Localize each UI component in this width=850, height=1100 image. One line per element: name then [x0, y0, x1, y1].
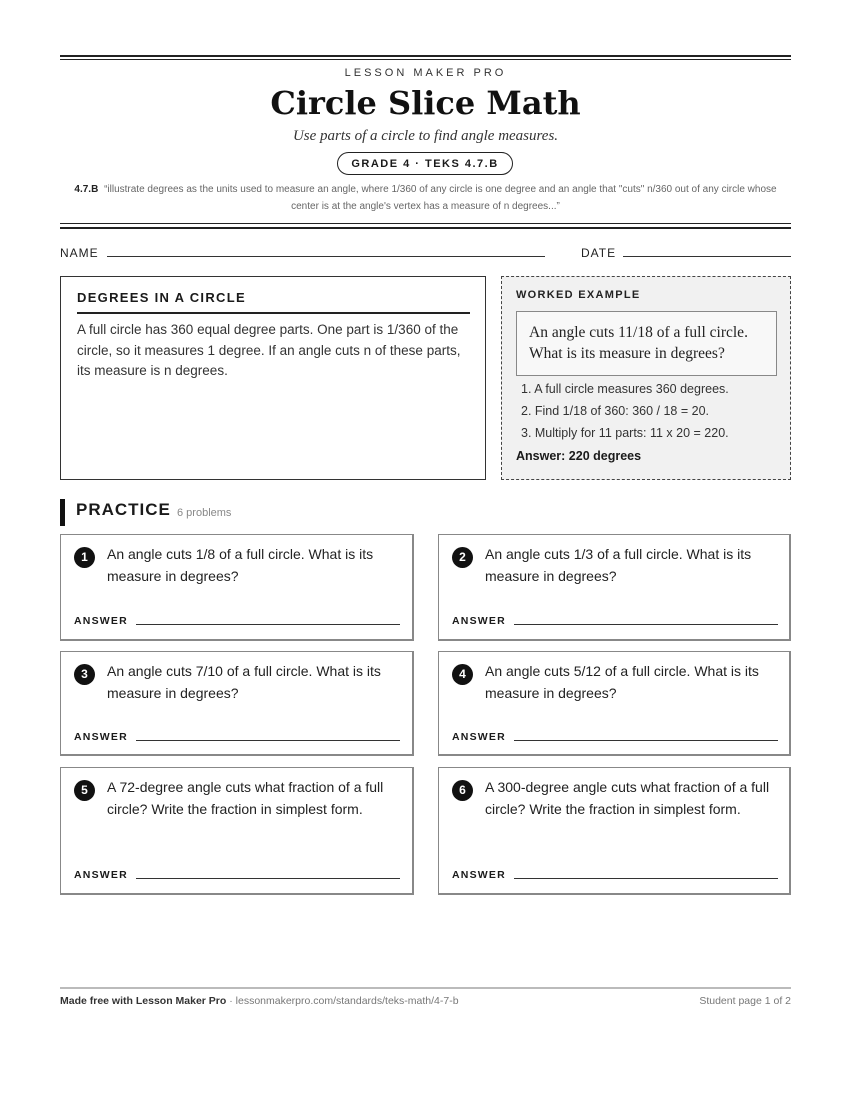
- footer-rule: [60, 987, 791, 989]
- standard-text: “illustrate degrees as the units used to measure an angle, where 1/360 of any circle is one degree and an angle that "cuts" n/360 out of any circle whose center is at the angle's vertex has a measure of n degrees...”: [104, 184, 777, 212]
- worked-example-question: An angle cuts 11/18 of a full circle. What is its measure in degrees?: [516, 311, 777, 376]
- top-rule: [60, 55, 791, 57]
- name-label: NAME: [60, 246, 99, 260]
- problem-number: 6: [452, 780, 473, 801]
- answer-label: ANSWER: [452, 615, 506, 627]
- answer-field[interactable]: [514, 878, 778, 879]
- answer-label: ANSWER: [452, 869, 506, 881]
- problem-card-4: [438, 651, 791, 756]
- problem-number: 5: [74, 780, 95, 801]
- grade-badge: GRADE 4 · TEKS 4.7.B: [337, 152, 513, 175]
- problem-number: 4: [452, 664, 473, 685]
- answer-label: ANSWER: [74, 869, 128, 881]
- problem-number: 2: [452, 547, 473, 568]
- practice-accent-bar: [60, 499, 65, 526]
- problem-question: An angle cuts 1/8 of a full circle. What is its measure in degrees?: [107, 546, 374, 584]
- worked-example-answer: Answer: 220 degrees: [516, 449, 642, 463]
- problem-card-3: [60, 651, 414, 756]
- worked-example-step: 1. A full circle measures 360 degrees.: [521, 382, 729, 396]
- problem-number: 3: [74, 664, 95, 685]
- answer-label: ANSWER: [74, 615, 128, 627]
- worked-example-steps: [516, 378, 729, 444]
- date-label: DATE: [581, 246, 617, 260]
- answer-label: ANSWER: [74, 731, 128, 743]
- practice-count: 6 problems: [177, 507, 232, 519]
- problem-question: An angle cuts 5/12 of a full circle. What is its measure in degrees?: [485, 663, 759, 701]
- answer-field[interactable]: [514, 740, 778, 741]
- top-rule-thin: [60, 59, 791, 60]
- header-bottom-rule: [60, 227, 791, 229]
- worked-example-step: 3. Multiply for 11 parts: 11 x 20 = 220.: [521, 426, 729, 440]
- answer-field[interactable]: [136, 624, 400, 625]
- page-subtitle: Use parts of a circle to find angle measures.: [292, 128, 559, 144]
- problem-question: A 72-degree angle cuts what fraction of a full circle? Write the fraction in simplest form.: [107, 779, 384, 817]
- problem-number: 1: [74, 547, 95, 568]
- footer-made-with: Made free with Lesson Maker Pro: [60, 995, 227, 1007]
- practice-title: PRACTICE: [76, 500, 171, 519]
- worked-example-title: WORKED EXAMPLE: [516, 289, 641, 301]
- worked-example-box: [501, 276, 791, 480]
- worked-example-step: 2. Find 1/18 of 360: 360 / 18 = 20.: [521, 404, 709, 418]
- header-bottom-rule-thin: [60, 223, 791, 224]
- answer-label: ANSWER: [452, 731, 506, 743]
- problem-card-1: [60, 534, 414, 641]
- concept-title: DEGREES IN A CIRCLE: [77, 290, 246, 305]
- footer-page-number: Student page 1 of 2: [699, 995, 791, 1007]
- footer-credit: [60, 995, 459, 1007]
- date-field[interactable]: [623, 256, 791, 257]
- concept-box: [60, 276, 486, 480]
- problem-question: An angle cuts 7/10 of a full circle. What is its measure in degrees?: [107, 663, 381, 701]
- concept-title-rule: [77, 312, 470, 314]
- problem-card-5: [60, 767, 414, 895]
- footer-url[interactable]: · lessonmakerpro.com/standards/teks-math/4-7-b: [226, 995, 459, 1007]
- answer-field[interactable]: [136, 740, 400, 741]
- brand-name: LESSON MAKER PRO: [344, 67, 507, 79]
- standard-description: [60, 181, 791, 215]
- concept-text: A full circle has 360 equal degree parts. One part is 1/360 of the circle, so it measures 1 degree. If an angle cuts n of these parts, its measure is n degrees.: [77, 322, 461, 378]
- problem-card-2: [438, 534, 791, 641]
- standard-code: 4.7.B: [74, 184, 99, 195]
- page-title: Circle Slice Math: [270, 84, 581, 122]
- name-field[interactable]: [107, 256, 545, 257]
- problem-question: A 300-degree angle cuts what fraction of a full circle? Write the fraction in simplest form.: [485, 779, 770, 817]
- problem-card-6: [438, 767, 791, 895]
- problem-question: An angle cuts 1/3 of a full circle. What is its measure in degrees?: [485, 546, 752, 584]
- answer-field[interactable]: [136, 878, 400, 879]
- answer-field[interactable]: [514, 624, 778, 625]
